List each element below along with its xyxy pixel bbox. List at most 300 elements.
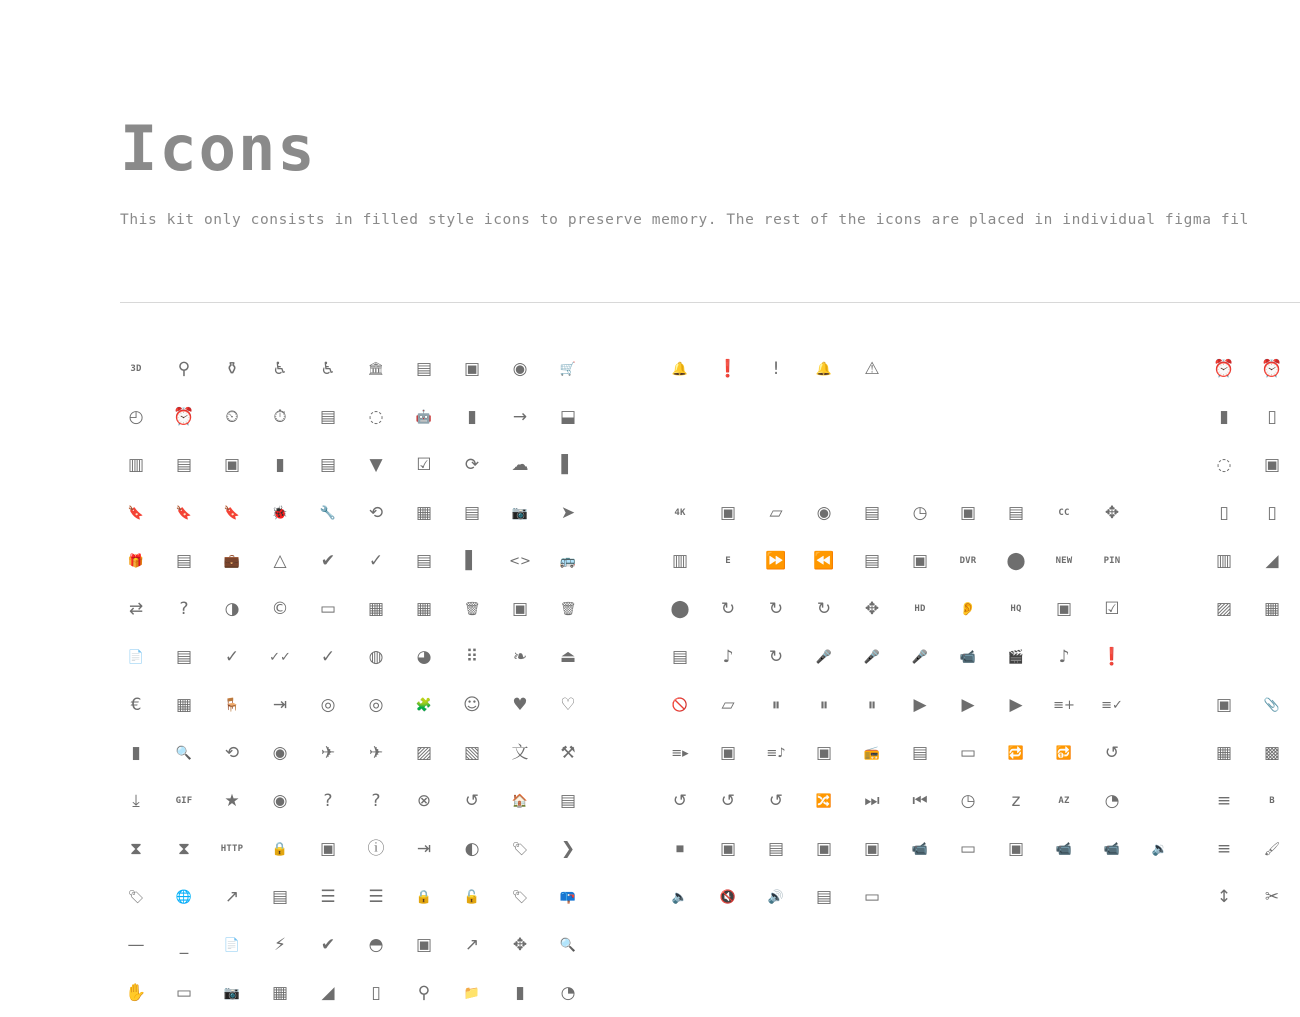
call-to-action-icon-glyph: ▤ (1007, 502, 1025, 523)
loyalty-icon[interactable] (496, 873, 544, 921)
access-time-icon-glyph: ◴ (128, 406, 144, 427)
all-inbox-icon[interactable] (304, 393, 352, 441)
warning-icon[interactable] (848, 345, 896, 393)
assignment-turned-in-icon-glyph: ☑ (416, 454, 432, 475)
pan-tool-icon[interactable] (112, 969, 160, 1017)
cached-icon[interactable] (352, 489, 400, 537)
pageview-icon[interactable] (544, 921, 592, 969)
input-icon[interactable] (400, 825, 448, 873)
call-to-action-icon[interactable] (992, 489, 1040, 537)
face-icon[interactable] (448, 681, 496, 729)
accessibility-new-icon[interactable] (208, 345, 256, 393)
line-weight-icon[interactable] (304, 873, 352, 921)
forward-30-icon[interactable] (752, 585, 800, 633)
playlist-add-check-icon-glyph: ≡✓ (1101, 697, 1123, 713)
highlight-off-icon[interactable] (400, 777, 448, 825)
lock-open-icon-glyph: 🔓 (463, 889, 481, 905)
skip-previous-icon[interactable] (896, 777, 944, 825)
stop-screen-share-icon[interactable] (704, 825, 752, 873)
snooze-icon[interactable] (992, 777, 1040, 825)
forward-5-icon-glyph: ↻ (816, 598, 832, 619)
featured-video-icon[interactable] (896, 537, 944, 585)
delete-icon-glyph: 🗑 (463, 601, 481, 617)
repeat-one-icon[interactable] (1040, 729, 1088, 777)
accessible-forward-icon[interactable] (304, 345, 352, 393)
fiber-new-icon[interactable] (1040, 537, 1088, 585)
format-list-numbered-icon[interactable] (1200, 825, 1248, 873)
eject-icon[interactable] (544, 633, 592, 681)
account-circle-icon[interactable] (496, 345, 544, 393)
accessible-icon[interactable] (256, 345, 304, 393)
autorenew-icon[interactable] (448, 441, 496, 489)
hourglass-empty-icon[interactable] (112, 825, 160, 873)
pause-circle-filled-icon[interactable] (800, 681, 848, 729)
chrome-reader-mode-icon-glyph: ▤ (415, 550, 433, 571)
launch-icon[interactable] (208, 873, 256, 921)
perm-camera-mic-icon[interactable] (208, 969, 256, 1017)
signal-cellular-4-bar-icon[interactable] (1248, 537, 1296, 585)
horizontal-split-icon[interactable] (544, 777, 592, 825)
alarm-on-icon[interactable] (256, 393, 304, 441)
payment-icon[interactable] (160, 969, 208, 1017)
play-arrow-icon[interactable] (896, 681, 944, 729)
language-icon[interactable] (160, 873, 208, 921)
fast-forward-icon[interactable] (752, 537, 800, 585)
format-paint-icon[interactable] (1248, 825, 1296, 873)
https-icon[interactable] (256, 825, 304, 873)
explore-icon[interactable] (304, 681, 352, 729)
icon-row (656, 345, 1184, 393)
open-in-browser-icon[interactable] (400, 921, 448, 969)
playlist-add-check-icon[interactable] (1088, 681, 1136, 729)
arrow-right-alt-icon[interactable] (496, 393, 544, 441)
flip-to-front-icon[interactable] (448, 729, 496, 777)
flip-to-back-icon[interactable] (400, 729, 448, 777)
alarm-off-icon[interactable] (208, 393, 256, 441)
videocam-off-icon[interactable] (1088, 825, 1136, 873)
accessible-forward-icon-glyph: ♿ (320, 358, 336, 379)
calendar-view-day-icon[interactable] (448, 489, 496, 537)
offline-bolt-icon[interactable] (256, 921, 304, 969)
info-icon[interactable] (352, 825, 400, 873)
replay-10-icon[interactable] (656, 777, 704, 825)
find-in-page-icon[interactable] (160, 729, 208, 777)
album-icon[interactable] (800, 489, 848, 537)
closed-caption-icon[interactable] (1040, 489, 1088, 537)
shuffle-icon[interactable] (800, 777, 848, 825)
add-shopping-cart-icon[interactable] (544, 345, 592, 393)
important-devices-icon[interactable] (304, 825, 352, 873)
videocam-icon[interactable] (1040, 825, 1088, 873)
fiber-smart-record-icon[interactable] (656, 585, 704, 633)
bookmark-icon[interactable] (112, 489, 160, 537)
stop-icon[interactable] (656, 825, 704, 873)
invert-colors-icon[interactable] (448, 825, 496, 873)
contact-support-icon[interactable] (160, 585, 208, 633)
hd-icon-glyph: HD (914, 603, 926, 614)
book-icon[interactable] (544, 441, 592, 489)
battery-full-icon[interactable] (1200, 393, 1248, 441)
icon-row (656, 537, 1184, 585)
markunread-mailbox-icon[interactable] (544, 873, 592, 921)
speed-icon[interactable] (1088, 777, 1136, 825)
data-usage-icon[interactable] (1248, 441, 1296, 489)
gavel-icon[interactable] (544, 729, 592, 777)
perm-phone-msg-icon[interactable] (496, 969, 544, 1017)
hearing-icon-glyph: 👂 (959, 601, 977, 617)
mic-off-icon[interactable] (896, 633, 944, 681)
hourglass-full-icon[interactable] (160, 825, 208, 873)
recent-actors-icon[interactable] (896, 729, 944, 777)
commute-icon[interactable] (544, 537, 592, 585)
calendar-today-icon[interactable] (400, 489, 448, 537)
minimize-icon[interactable] (160, 921, 208, 969)
alarm-add-icon-glyph: ⏰ (1261, 358, 1283, 379)
skip-next-icon[interactable] (848, 777, 896, 825)
format-line-spacing-icon[interactable] (1200, 873, 1248, 921)
bug-report-icon[interactable] (256, 489, 304, 537)
android-icon[interactable] (400, 393, 448, 441)
replay-icon[interactable] (1088, 729, 1136, 777)
library-books-icon[interactable] (656, 633, 704, 681)
feedback-icon[interactable] (112, 729, 160, 777)
alarm-on-icon-glyph: ⏱ (273, 406, 287, 427)
feedback-icon-glyph: ▮ (131, 742, 141, 763)
check-circle-icon[interactable] (304, 537, 352, 585)
label-off-icon[interactable] (112, 873, 160, 921)
queue-icon[interactable] (704, 729, 752, 777)
sort-by-alpha-icon[interactable] (1040, 777, 1088, 825)
graphic-eq-icon-glyph: ▥ (1215, 550, 1233, 571)
format-align-right-icon[interactable] (1200, 777, 1248, 825)
surround-sound-icon[interactable] (848, 825, 896, 873)
event-seat-icon[interactable] (208, 681, 256, 729)
video-label-icon[interactable] (944, 825, 992, 873)
event-icon[interactable] (160, 681, 208, 729)
games-icon[interactable] (848, 585, 896, 633)
account-box-icon[interactable] (448, 345, 496, 393)
fast-rewind-icon[interactable] (800, 537, 848, 585)
done-outline-icon[interactable] (304, 633, 352, 681)
assignment-return-icon[interactable] (304, 441, 352, 489)
group-work-icon[interactable] (256, 777, 304, 825)
assessment-icon[interactable] (112, 441, 160, 489)
format-clear-icon[interactable] (1248, 873, 1296, 921)
label-icon-glyph: 🏷 (511, 841, 529, 857)
border-clear-icon[interactable] (1248, 729, 1296, 777)
description-icon[interactable] (112, 633, 160, 681)
brightness-auto-icon[interactable] (1200, 441, 1248, 489)
web-icon[interactable] (800, 873, 848, 921)
label-important-icon[interactable] (544, 825, 592, 873)
subscriptions-icon[interactable] (752, 825, 800, 873)
perm-media-icon[interactable] (448, 969, 496, 1017)
volume-up-icon-glyph: 🔊 (767, 889, 785, 905)
announcement-icon[interactable] (448, 393, 496, 441)
flip-to-back-icon-glyph: ▨ (415, 742, 433, 763)
aspect-ratio-icon[interactable] (544, 393, 592, 441)
drag-indicator-icon[interactable] (448, 633, 496, 681)
check-circle-outline-icon[interactable] (352, 537, 400, 585)
perm-camera-mic-icon-glyph: 📷 (223, 985, 241, 1001)
extension-icon-glyph: 🧩 (415, 697, 433, 713)
battery-unknown-icon-glyph: ▯ (1267, 406, 1277, 427)
web-asset-icon[interactable] (848, 873, 896, 921)
explicit-icon[interactable] (704, 537, 752, 585)
account-balance-icon[interactable] (352, 345, 400, 393)
error-icon[interactable] (704, 345, 752, 393)
equalizer-icon[interactable] (656, 537, 704, 585)
delete-forever-icon[interactable] (496, 585, 544, 633)
icon-row (112, 825, 592, 873)
format-bold-icon[interactable] (1248, 777, 1296, 825)
http-icon[interactable] (208, 825, 256, 873)
new-releases-icon[interactable] (1088, 633, 1136, 681)
donut-large-icon[interactable] (352, 633, 400, 681)
branding-watermark-icon[interactable] (944, 489, 992, 537)
repeat-icon[interactable] (992, 729, 1040, 777)
error-outline-icon[interactable] (752, 345, 800, 393)
list-icon[interactable] (352, 873, 400, 921)
gavel-icon-glyph: ⚒ (560, 742, 576, 763)
add-to-queue-icon[interactable] (704, 489, 752, 537)
volume-up-icon[interactable] (752, 873, 800, 921)
pause-circle-filled-icon-glyph: ⏸ (819, 694, 829, 715)
card-giftcard-icon[interactable] (112, 537, 160, 585)
3d-rotation-icon[interactable] (112, 345, 160, 393)
perm-contact-calendar-icon[interactable] (256, 969, 304, 1017)
replay-5-icon[interactable] (752, 777, 800, 825)
airplay-icon[interactable] (752, 489, 800, 537)
playlist-add-icon[interactable] (1040, 681, 1088, 729)
add-alarm-icon[interactable] (160, 393, 208, 441)
icon-row (112, 393, 592, 441)
cancel-schedule-send-icon[interactable] (544, 489, 592, 537)
add-alert-icon[interactable] (656, 345, 704, 393)
find-replace-icon[interactable] (208, 729, 256, 777)
high-quality-icon[interactable] (992, 585, 1040, 633)
contact-support-icon-glyph: ? (179, 598, 189, 619)
compare-arrows-icon[interactable] (112, 585, 160, 633)
bookmark-border-icon[interactable] (160, 489, 208, 537)
exit-to-app-icon-glyph: ⇥ (272, 694, 288, 715)
slow-motion-video-icon[interactable] (944, 777, 992, 825)
lock-open-icon[interactable] (448, 873, 496, 921)
gif-icon[interactable] (160, 777, 208, 825)
assignment-turned-in-icon[interactable] (400, 441, 448, 489)
get-app-icon[interactable] (112, 777, 160, 825)
assignment-icon[interactable] (160, 441, 208, 489)
replay-30-icon[interactable] (704, 777, 752, 825)
play-circle-filled-icon[interactable] (944, 681, 992, 729)
credit-card-icon[interactable] (304, 585, 352, 633)
missed-video-call-icon[interactable] (944, 633, 992, 681)
perm-contact-calendar-icon-glyph: ▦ (271, 982, 289, 1003)
fingerprint-icon[interactable] (256, 729, 304, 777)
lock-icon[interactable] (400, 873, 448, 921)
assignment-returned-icon[interactable] (352, 441, 400, 489)
code-icon[interactable] (496, 537, 544, 585)
not-interested-icon[interactable] (656, 681, 704, 729)
play-circle-filled-icon-glyph: ▶ (961, 694, 975, 715)
fiber-pin-icon[interactable] (1088, 537, 1136, 585)
home-icon[interactable] (496, 777, 544, 825)
dns-icon[interactable] (160, 633, 208, 681)
pause-icon[interactable] (752, 681, 800, 729)
border-all-icon[interactable] (1200, 729, 1248, 777)
video-call-icon[interactable] (896, 825, 944, 873)
pause-circle-outline-icon[interactable] (848, 681, 896, 729)
mic-icon[interactable] (800, 633, 848, 681)
control-camera-icon[interactable] (1088, 489, 1136, 537)
add-comment-icon[interactable] (1200, 681, 1248, 729)
date-range-icon[interactable] (400, 585, 448, 633)
grade-icon[interactable] (208, 777, 256, 825)
dvr-icon[interactable] (944, 537, 992, 585)
featured-play-list-icon[interactable] (848, 537, 896, 585)
bookmarks-icon[interactable] (208, 489, 256, 537)
library-music-icon[interactable] (704, 633, 752, 681)
hearing-icon[interactable] (944, 585, 992, 633)
perm-device-information-icon[interactable] (352, 969, 400, 1017)
delete-outline-icon[interactable] (544, 585, 592, 633)
build-icon[interactable] (304, 489, 352, 537)
note-add-icon[interactable] (208, 921, 256, 969)
note-icon[interactable] (704, 681, 752, 729)
change-history-icon[interactable] (256, 537, 304, 585)
flight-takeoff-icon[interactable] (352, 729, 400, 777)
alarm-add-icon[interactable] (1248, 345, 1296, 393)
library-add-icon[interactable] (1040, 585, 1088, 633)
label-icon[interactable] (496, 825, 544, 873)
4k-icon[interactable] (656, 489, 704, 537)
maximize-icon[interactable] (112, 921, 160, 969)
card-membership-icon[interactable] (160, 537, 208, 585)
fiber-manual-record-icon[interactable] (992, 537, 1040, 585)
accessibility-icon[interactable] (160, 345, 208, 393)
account-box-icon-glyph: ▣ (463, 358, 481, 379)
volume-mute-icon[interactable] (656, 873, 704, 921)
battery-unknown-icon[interactable] (1248, 393, 1296, 441)
open-in-new-icon[interactable] (448, 921, 496, 969)
offline-pin-icon[interactable] (304, 921, 352, 969)
playlist-play-icon-glyph: ≡▸ (671, 745, 689, 761)
assignment-late-icon[interactable] (256, 441, 304, 489)
open-with-icon[interactable] (496, 921, 544, 969)
line-style-icon[interactable] (256, 873, 304, 921)
icon-row (656, 633, 1184, 681)
done-icon-glyph: ✓ (224, 646, 240, 667)
add-shopping-cart-icon-glyph: 🛒 (559, 361, 577, 377)
exit-to-app-icon[interactable] (256, 681, 304, 729)
card-travel-icon[interactable] (208, 537, 256, 585)
widgets-icon[interactable] (1248, 585, 1296, 633)
volume-off-icon[interactable] (704, 873, 752, 921)
account-balance-wallet-icon[interactable] (400, 345, 448, 393)
av-timer-icon[interactable] (896, 489, 944, 537)
backup-icon[interactable] (496, 441, 544, 489)
euro-symbol-icon[interactable] (112, 681, 160, 729)
remove-from-queue-icon[interactable] (944, 729, 992, 777)
queue-music-icon[interactable] (752, 729, 800, 777)
opacity-icon[interactable] (352, 921, 400, 969)
copyright-icon[interactable] (256, 585, 304, 633)
devices-other-icon[interactable] (1248, 489, 1296, 537)
assignment-ind-icon[interactable] (208, 441, 256, 489)
camera-enhance-icon[interactable] (496, 489, 544, 537)
graphic-eq-icon[interactable] (1200, 537, 1248, 585)
forward-10-icon[interactable] (704, 585, 752, 633)
perm-identity-icon[interactable] (400, 969, 448, 1017)
loop-icon[interactable] (752, 633, 800, 681)
art-track-icon[interactable] (848, 489, 896, 537)
donut-small-icon[interactable] (400, 633, 448, 681)
favorite-icon[interactable] (496, 681, 544, 729)
hd-icon[interactable] (896, 585, 944, 633)
help-outline-icon[interactable] (352, 777, 400, 825)
chrome-reader-mode-icon[interactable] (400, 537, 448, 585)
class-icon[interactable] (448, 537, 496, 585)
fiber-smart-record-icon-glyph: ⬤ (670, 598, 690, 619)
playlist-play-icon[interactable] (656, 729, 704, 777)
movie-icon[interactable] (992, 633, 1040, 681)
perm-scan-wifi-icon[interactable] (544, 969, 592, 1017)
done-all-icon-glyph: ✓✓ (269, 649, 291, 665)
favorite-border-icon[interactable] (544, 681, 592, 729)
copyright-sound-icon[interactable] (208, 585, 256, 633)
help-icon[interactable] (304, 777, 352, 825)
radio-icon[interactable] (848, 729, 896, 777)
forward-5-icon[interactable] (800, 585, 848, 633)
volume-down-icon[interactable] (1136, 825, 1184, 873)
music-video-icon[interactable] (1040, 633, 1088, 681)
done-all-icon[interactable] (256, 633, 304, 681)
airplay-icon-glyph: ▱ (769, 502, 783, 523)
alarm-icon[interactable] (1200, 345, 1248, 393)
explore-off-icon[interactable] (352, 681, 400, 729)
mic-none-icon[interactable] (848, 633, 896, 681)
minimize-icon-glyph: _ (179, 934, 189, 955)
notification-important-icon[interactable] (800, 345, 848, 393)
android-icon-glyph: 🤖 (415, 409, 433, 425)
eco-icon[interactable] (496, 633, 544, 681)
queue-play-next-icon[interactable] (800, 729, 848, 777)
developer-mode-icon[interactable] (1200, 489, 1248, 537)
subtitles-icon[interactable] (800, 825, 848, 873)
play-circle-outline-icon[interactable] (992, 681, 1040, 729)
extension-icon[interactable] (400, 681, 448, 729)
wallpaper-icon[interactable] (1200, 585, 1248, 633)
all-out-icon[interactable] (352, 393, 400, 441)
delete-icon[interactable] (448, 585, 496, 633)
format-align-right-icon-glyph: ≡ (1216, 790, 1232, 811)
g-translate-icon[interactable] (496, 729, 544, 777)
video-library-icon[interactable] (992, 825, 1040, 873)
open-in-new-icon-glyph: ↗ (464, 934, 480, 955)
attach-file-icon[interactable] (1248, 681, 1296, 729)
accessibility-new-icon-glyph: ⚱ (224, 358, 240, 379)
dashboard-icon[interactable] (352, 585, 400, 633)
perm-data-setting-icon[interactable] (304, 969, 352, 1017)
done-icon[interactable] (208, 633, 256, 681)
library-add-check-icon[interactable] (1088, 585, 1136, 633)
flight-land-icon[interactable] (304, 729, 352, 777)
note-add-icon-glyph: 📄 (223, 937, 241, 953)
calendar-today-icon-glyph: ▦ (415, 502, 433, 523)
history-icon[interactable] (448, 777, 496, 825)
access-time-icon[interactable] (112, 393, 160, 441)
replay-30-icon-glyph: ↺ (720, 790, 736, 811)
